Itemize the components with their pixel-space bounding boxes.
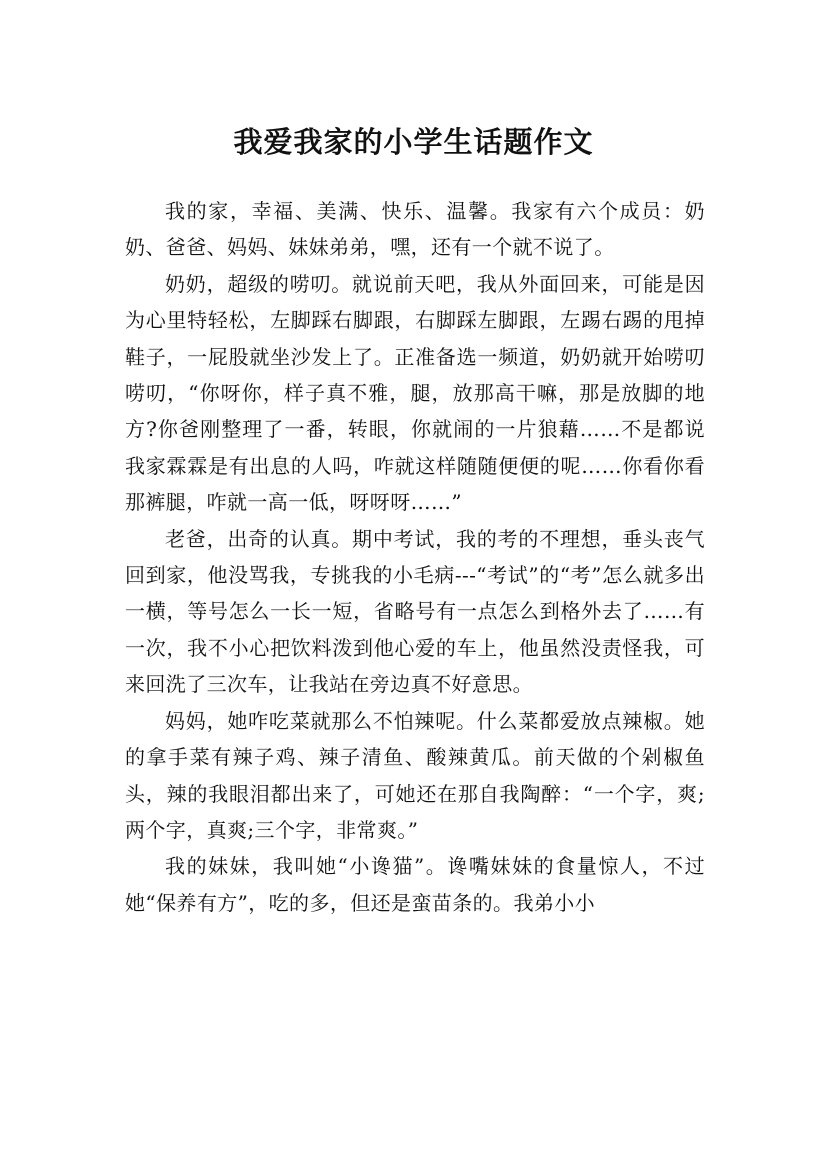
document-body <box>125 193 705 921</box>
paragraph: 我的妹妹，我叫她“小谗猫”。谗嘴妹妹的食量惊人，不过她“保养有方”，吃的多，但还是蛮苗条的。我弟小小 <box>125 854 705 915</box>
paragraph: 奶奶，超级的唠叨。就说前天吧，我从外面回来，可能是因为心里特轻松，左脚踩右脚跟，右脚踩左脚跟，左踢右踢的甩掉鞋子，一屁股就坐沙发上了。正准备选一频道，奶奶就开始唠叨唠叨，“你呀你，样子真不雅，腿，放那高干嘛，那是放脚的地方?你爸刚整理了一番，转眼，你就闹的一片狼藉……不是都说我家霖霖是有出息的人吗，咋就这样随随便便的呢……你看你看那裤腿，咋就一高一低，呀呀呀……” <box>125 271 705 515</box>
paragraph: 妈妈，她咋吃菜就那么不怕辣呢。什么菜都爱放点辣椒。她的拿手菜有辣子鸡、辣子清鱼、酸辣黄瓜。前天做的个剁椒鱼头，辣的我眼泪都出来了，可她还在那自我陶醉：“一个字，爽;两个字，真爽;三个字，非常爽。” <box>125 708 705 842</box>
paragraph: 我的家，幸福、美满、快乐、温馨。我家有六个成员：奶奶、爸爸、妈妈、妹妹弟弟，嘿，还有一个就不说了。 <box>125 199 705 260</box>
document-title: 我爱我家的小学生话题作文 <box>233 125 594 160</box>
paragraph: 老爸，出奇的认真。期中考试，我的考的不理想，垂头丧气回到家，他没骂我，专挑我的小毛病---“考试”的“考”怎么就多出一横，等号怎么一长一短，省略号有一点怎么到格外去了……有一次，我不小心把饮料泼到他心爱的车上，他虽然没责怪我，可来回洗了三次车，让我站在旁边真不好意思。 <box>125 526 705 697</box>
